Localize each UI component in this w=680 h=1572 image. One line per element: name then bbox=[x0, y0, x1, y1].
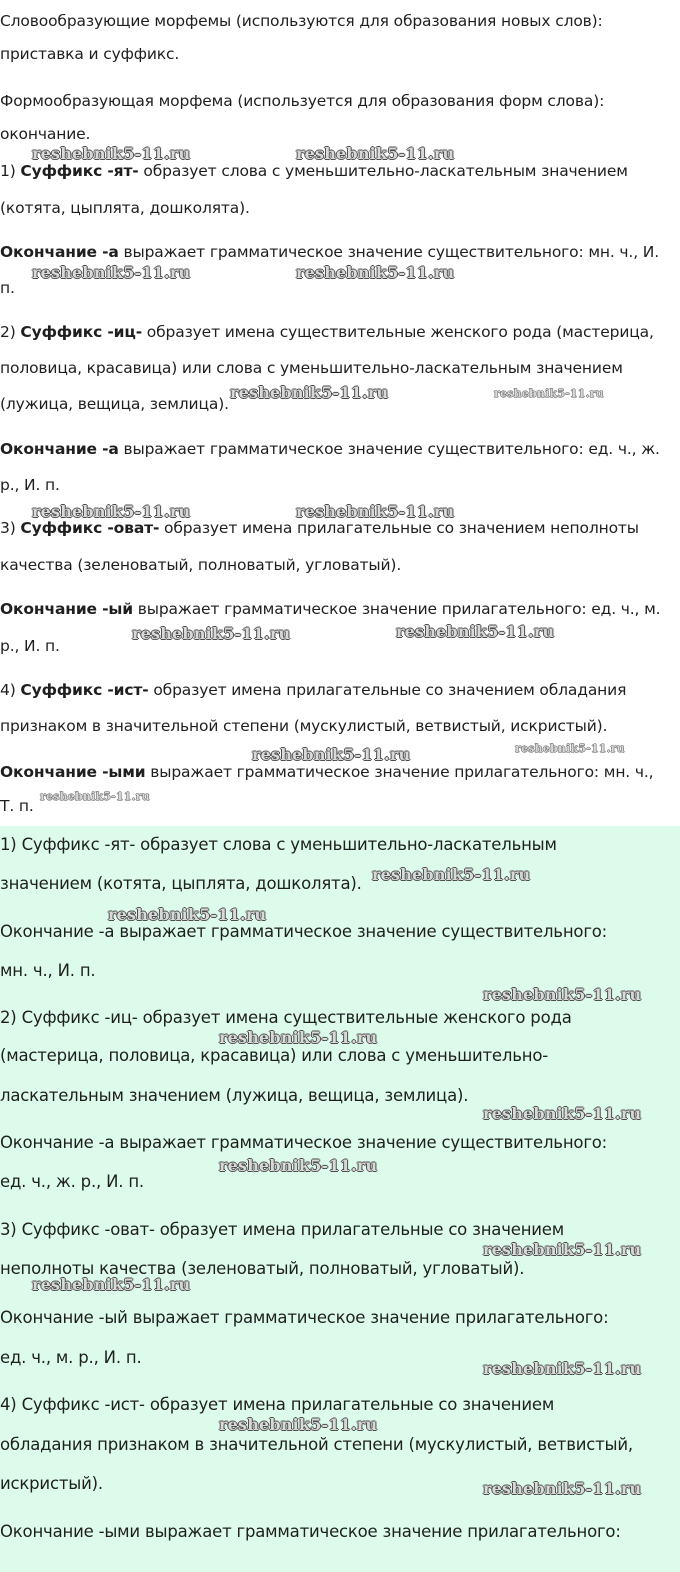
watermark: reshebnik5-11.ru bbox=[32, 263, 191, 282]
suffix-line: 1) Суффикс -ят- образует слова с уменьшительно-ласкательным значением bbox=[0, 162, 628, 180]
watermark: reshebnik5-11.ru bbox=[32, 1275, 191, 1294]
watermark: reshebnik5-11.ru bbox=[296, 263, 455, 282]
answer-line: ласкательным значением (лужица, вещица, землица). bbox=[0, 1086, 469, 1105]
ending-line: Т. п. bbox=[0, 797, 34, 815]
watermark: reshebnik5-11.ru bbox=[483, 1479, 642, 1498]
ending-line: Окончание -а выражает грамматическое значение существительного: ед. ч., ж. bbox=[0, 440, 660, 458]
intro-line: приставка и суффикс. bbox=[0, 45, 180, 63]
answer-line: Окончание -ый выражает грамматическое значение прилагательного: bbox=[0, 1308, 609, 1327]
watermark: reshebnik5-11.ru bbox=[230, 383, 389, 402]
ending-term: Окончание -а bbox=[0, 440, 119, 458]
answer-line: неполноты качества (зеленоватый, полноватый, угловатый). bbox=[0, 1259, 525, 1278]
suffix-line: 3) Суффикс -оват- образует имена прилагательные со значением неполноты bbox=[0, 519, 639, 537]
ending-term: Окончание -ый bbox=[0, 600, 133, 618]
ending-line: Окончание -ый выражает грамматическое значение прилагательного: ед. ч., м. bbox=[0, 600, 661, 618]
watermark: reshebnik5-11.ru bbox=[219, 1415, 378, 1434]
suffix-line: (котята, цыплята, дошколята). bbox=[0, 199, 250, 217]
intro-line: Формообразующая морфема (используется для образования форм слова): bbox=[0, 92, 605, 110]
ending-line: Окончание -ыми выражает грамматическое значение прилагательного: мн. ч., bbox=[0, 763, 654, 781]
answer-line: ед. ч., ж. р., И. п. bbox=[0, 1172, 144, 1191]
answer-line: 4) Суффикс -ист- образует имена прилагательные со значением bbox=[0, 1395, 555, 1414]
watermark: reshebnik5-11.ru bbox=[132, 624, 291, 643]
suffix-line: качества (зеленоватый, полноватый, угловатый). bbox=[0, 556, 402, 574]
watermark: reshebnik5-11.ru bbox=[515, 742, 625, 755]
watermark: reshebnik5-11.ru bbox=[396, 622, 555, 641]
answer-line: Окончание -а выражает грамматическое значение существительного: bbox=[0, 922, 608, 941]
answer-line: мн. ч., И. п. bbox=[0, 961, 96, 980]
suffix-line: половица, красавица) или слова с уменьшительно-ласкательным значением bbox=[0, 359, 623, 377]
suffix-line: 2) Суффикс -иц- образует имена существительные женского рода (мастерица, bbox=[0, 323, 654, 341]
suffix-line: (лужица, вещица, землица). bbox=[0, 395, 229, 413]
watermark: reshebnik5-11.ru bbox=[494, 387, 604, 400]
answer-section bbox=[0, 826, 680, 1572]
answer-line: 3) Суффикс -оват- образует имена прилагательные со значением bbox=[0, 1220, 565, 1239]
watermark: reshebnik5-11.ru bbox=[296, 144, 455, 163]
watermark: reshebnik5-11.ru bbox=[483, 1359, 642, 1378]
ending-line: Окончание -а выражает грамматическое значение существительного: мн. ч., И. bbox=[0, 243, 659, 261]
answer-line: (мастерица, половица, красавица) или слова с уменьшительно- bbox=[0, 1046, 548, 1065]
watermark: reshebnik5-11.ru bbox=[483, 985, 642, 1004]
watermark: reshebnik5-11.ru bbox=[219, 1028, 378, 1047]
watermark: reshebnik5-11.ru bbox=[108, 905, 267, 924]
suffix-term: Суффикс -иц- bbox=[20, 323, 143, 341]
ending-line: р., И. п. bbox=[0, 637, 60, 655]
answer-line: искристый). bbox=[0, 1474, 103, 1493]
ending-line: п. bbox=[0, 279, 15, 297]
watermark: reshebnik5-11.ru bbox=[483, 1240, 642, 1259]
ending-line: р., И. п. bbox=[0, 476, 60, 494]
suffix-line: признаком в значительной степени (мускулистый, ветвистый, искристый). bbox=[0, 717, 608, 735]
suffix-line: 4) Суффикс -ист- образует имена прилагательные со значением обладания bbox=[0, 681, 627, 699]
watermark: reshebnik5-11.ru bbox=[483, 1104, 642, 1123]
watermark: reshebnik5-11.ru bbox=[40, 790, 150, 803]
answer-line: обладания признаком в значительной степени (мускулистый, ветвистый, bbox=[0, 1435, 633, 1454]
answer-line: Окончание -а выражает грамматическое значение существительного: bbox=[0, 1133, 608, 1152]
intro-line: Словообразующие морфемы (используются для образования новых слов): bbox=[0, 12, 603, 30]
watermark: reshebnik5-11.ru bbox=[296, 502, 455, 521]
watermark: reshebnik5-11.ru bbox=[32, 144, 191, 163]
intro-line: окончание. bbox=[0, 125, 91, 143]
answer-line: Окончание -ыми выражает грамматическое значение прилагательного: bbox=[0, 1522, 621, 1541]
watermark: reshebnik5-11.ru bbox=[32, 502, 191, 521]
watermark: reshebnik5-11.ru bbox=[219, 1156, 378, 1175]
answer-line: 2) Суффикс -иц- образует имена существительные женского рода bbox=[0, 1008, 572, 1027]
suffix-term: Суффикс -ист- bbox=[20, 681, 149, 699]
watermark: reshebnik5-11.ru bbox=[252, 745, 411, 764]
answer-line: 1) Суффикс -ят- образует слова с уменьшительно-ласкательным bbox=[0, 835, 557, 854]
suffix-term: Суффикс -ят- bbox=[20, 162, 139, 180]
suffix-term: Суффикс -оват- bbox=[20, 519, 160, 537]
ending-term: Окончание -ыми bbox=[0, 763, 146, 781]
answer-line: ед. ч., м. р., И. п. bbox=[0, 1348, 142, 1367]
ending-term: Окончание -а bbox=[0, 243, 119, 261]
answer-line: значением (котята, цыплята, дошколята). bbox=[0, 874, 362, 893]
watermark: reshebnik5-11.ru bbox=[372, 865, 531, 884]
